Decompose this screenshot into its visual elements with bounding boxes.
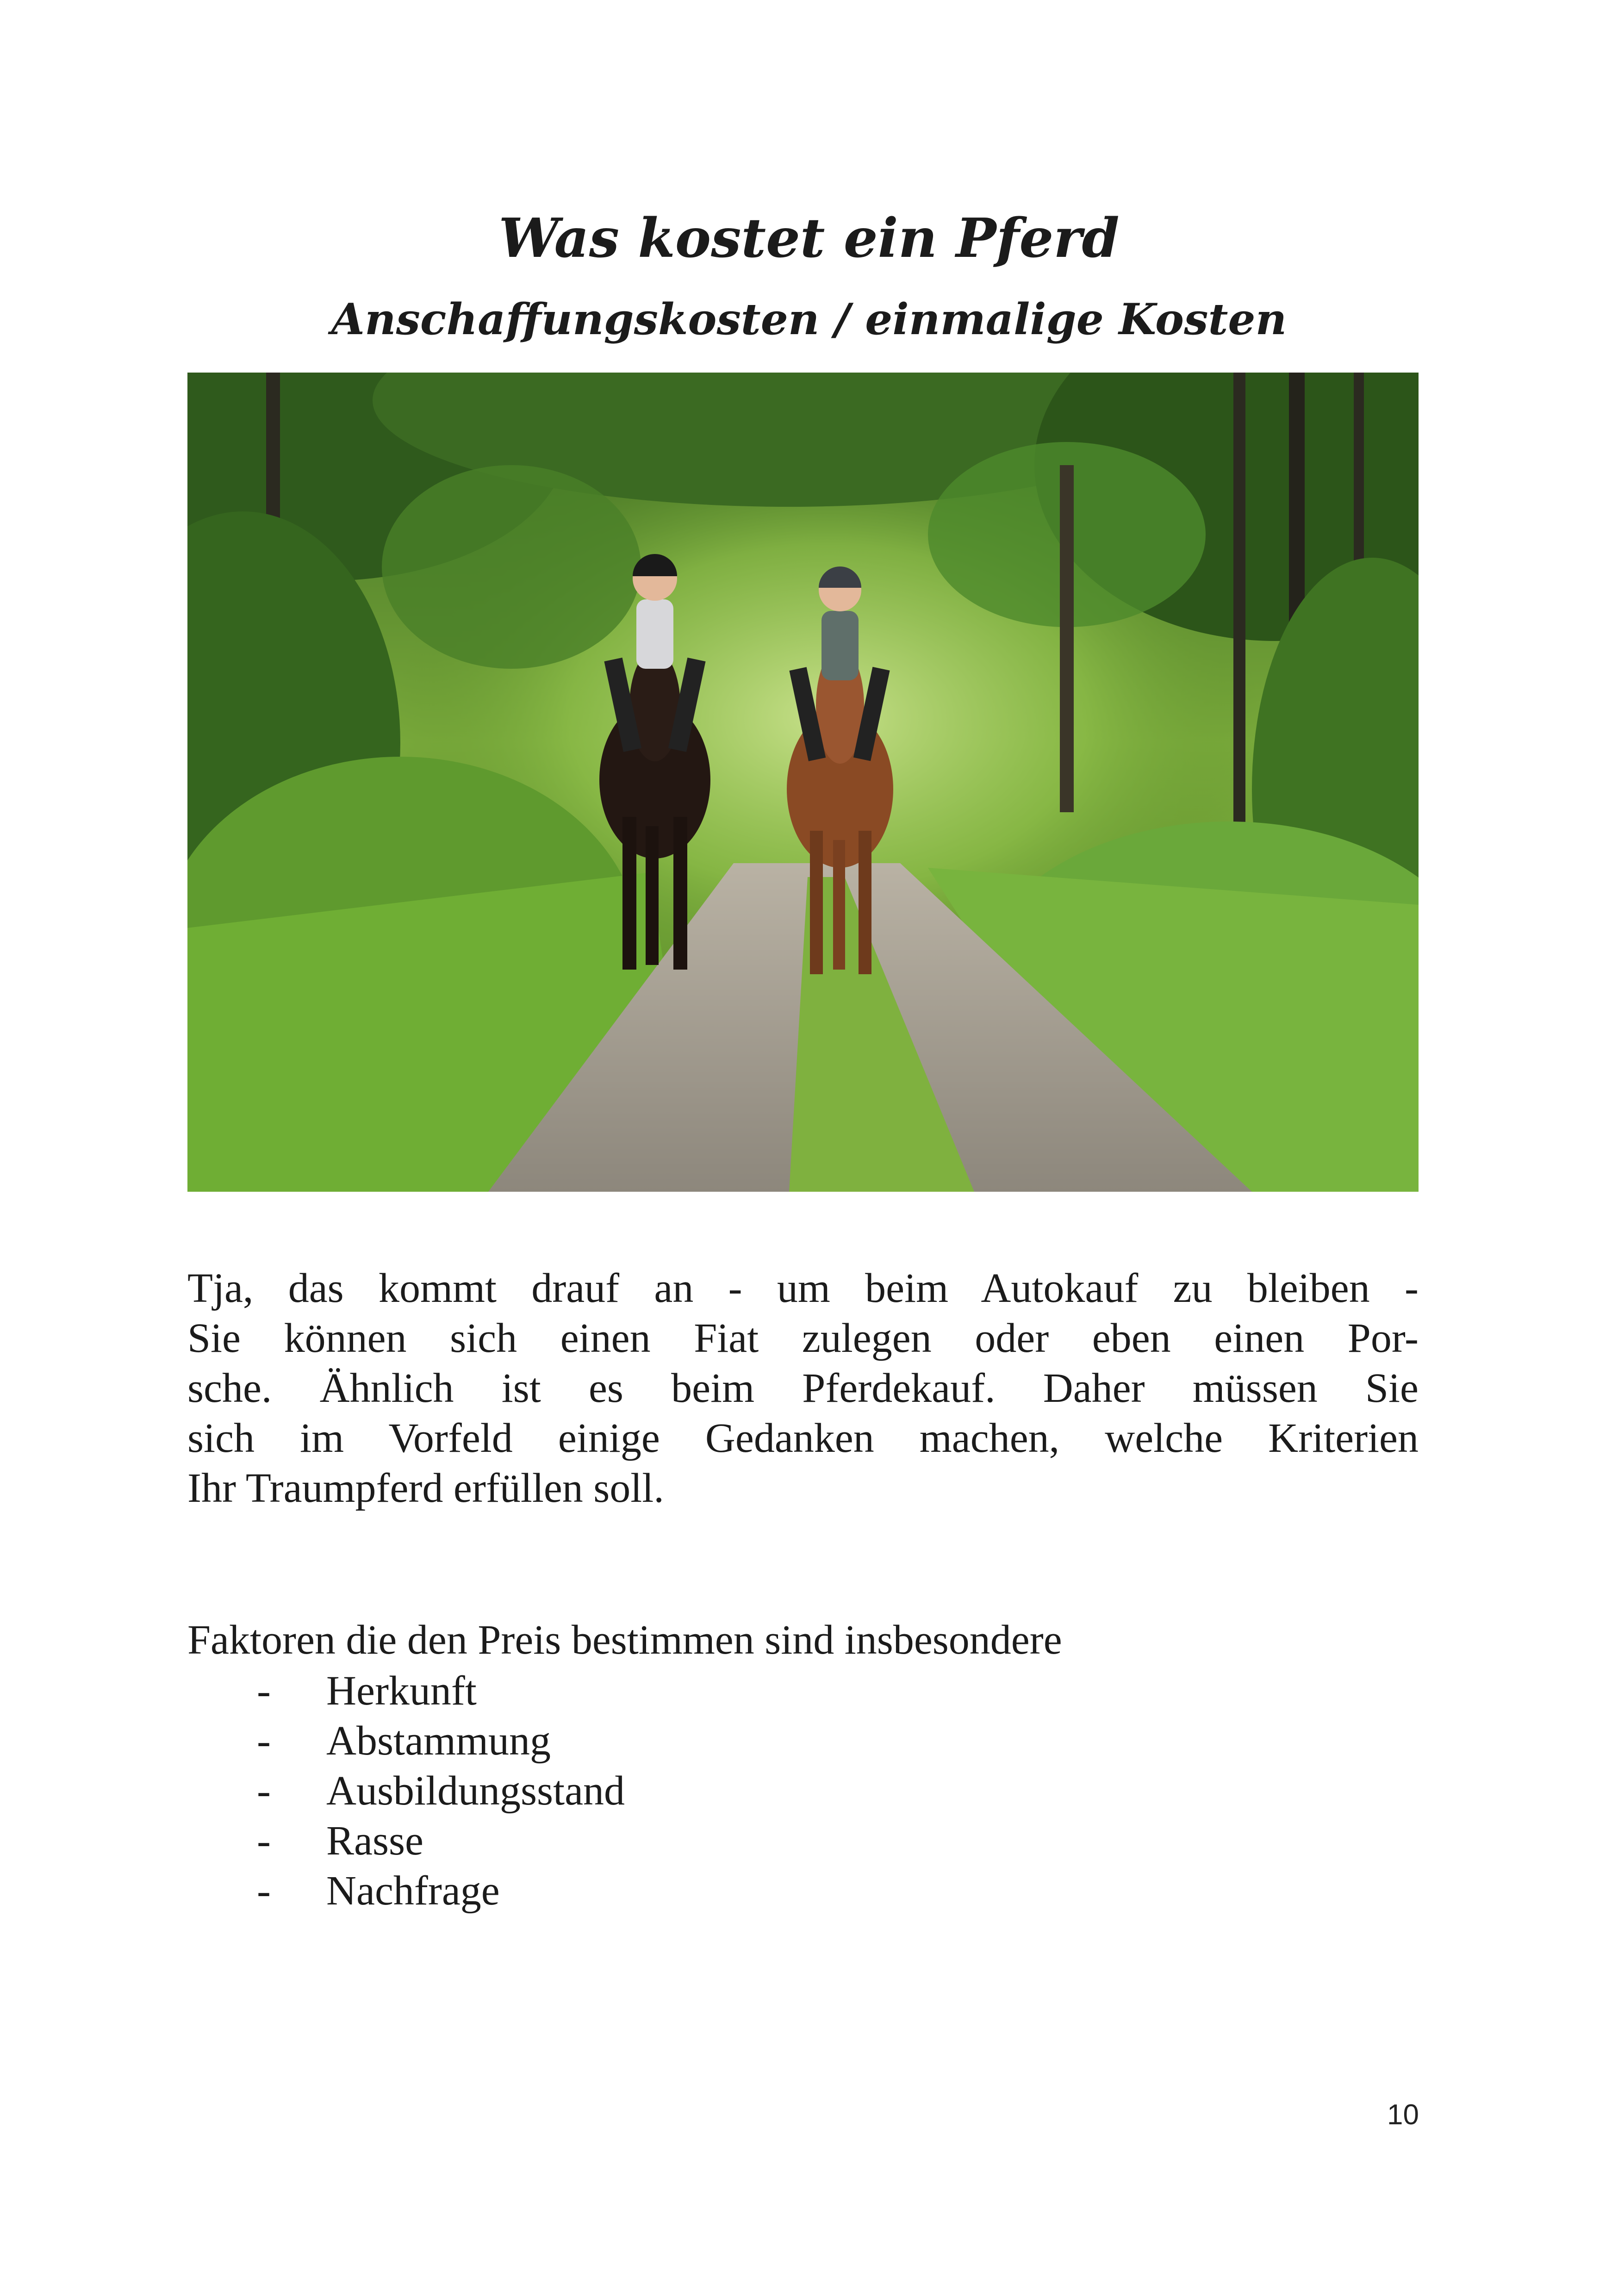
page-number: 10 [1387, 2099, 1419, 2131]
paragraph-line: Tja, das kommt drauf an - um beim Autokauf zu bleiben - [187, 1265, 1419, 1311]
two-riders-on-forest-path-photo [187, 373, 1419, 1192]
list-item-label: Abstammung [326, 1718, 551, 1764]
list-dash: - [257, 1868, 271, 1914]
paragraph-line: Ihr Traumpferd erfüllen soll. [187, 1465, 664, 1511]
list-dash: - [257, 1718, 271, 1764]
factors-intro: Faktoren die den Preis bestimmen sind insbesondere [187, 1617, 1062, 1663]
paragraph-line: sich im Vorfeld einige Gedanken machen, welche Kriterien [187, 1415, 1419, 1461]
page-subtitle: Anschaffungskosten / einmalige Kosten [331, 294, 1287, 344]
list-item-label: Rasse [326, 1818, 423, 1864]
intro-paragraph [187, 1263, 1419, 1513]
list-dash: - [257, 1668, 271, 1714]
page-title: Was kostet ein Pferd [498, 207, 1120, 270]
list-item-label: Nachfrage [326, 1868, 500, 1914]
paragraph-line: sche. Ähnlich ist es beim Pferdekauf. Daher müssen Sie [187, 1365, 1419, 1411]
list-item-label: Herkunft [326, 1668, 477, 1714]
list-item-label: Ausbildungsstand [326, 1768, 625, 1814]
list-dash: - [257, 1768, 271, 1814]
paragraph-line: Sie können sich einen Fiat zulegen oder eben einen Por- [187, 1315, 1419, 1361]
list-dash: - [257, 1818, 271, 1864]
